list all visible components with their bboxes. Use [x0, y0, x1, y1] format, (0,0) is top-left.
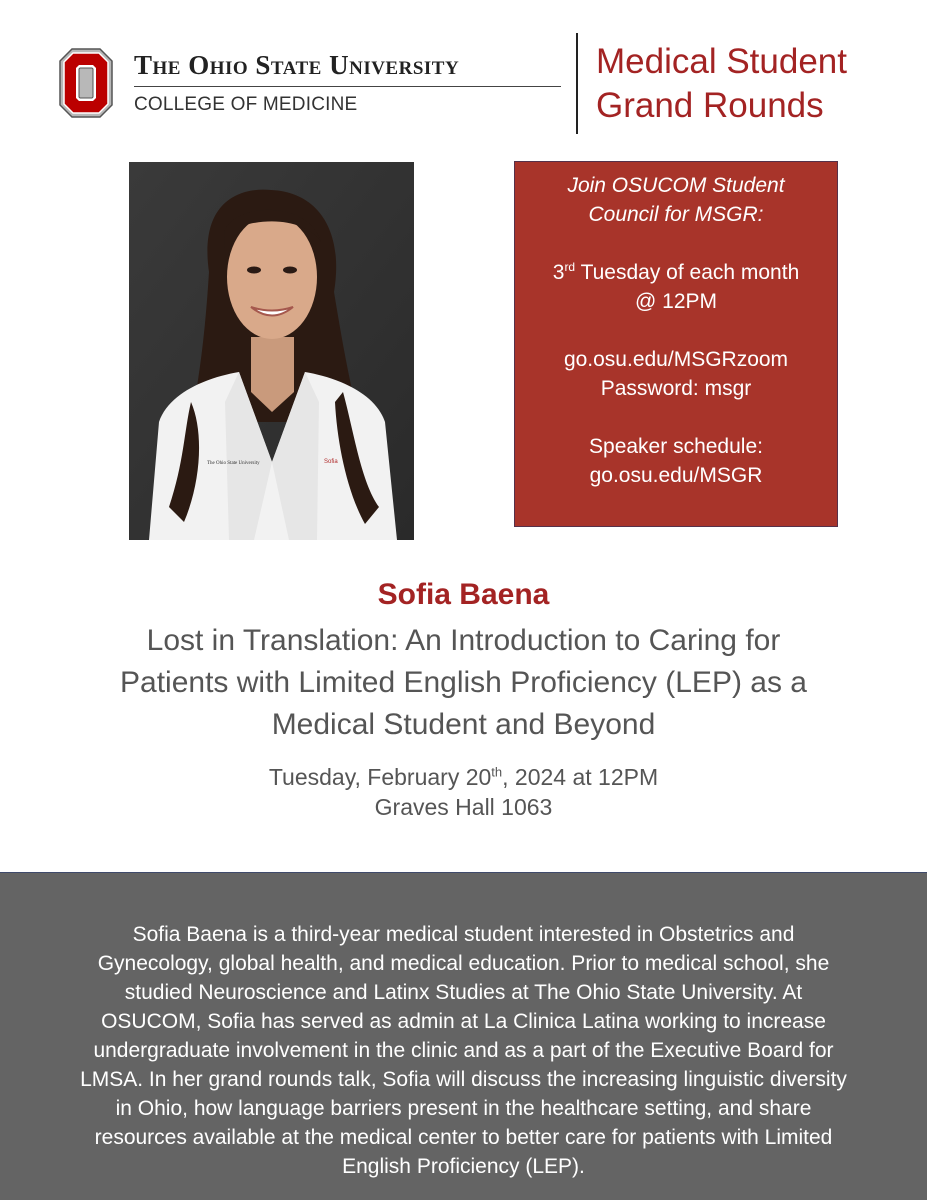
when-rest: Tuesday of each month — [575, 261, 800, 284]
schedule-label: Speaker schedule: — [589, 435, 763, 458]
talk-title-line-1: Lost in Translation: An Introduction to Caring for — [146, 624, 781, 657]
block-o-logo — [58, 47, 114, 119]
date-rest: , 2024 at 12PM — [502, 764, 659, 790]
talk-title-line-2: Patients with Limited English Proficiency (LEP) as a — [120, 666, 807, 699]
bio-text — [60, 920, 867, 1181]
talk-datetime — [0, 762, 927, 822]
bio-line: Sofia Baena is a third-year medical student interested in Obstetrics and — [132, 923, 795, 946]
info-box — [514, 161, 838, 527]
bio-line: in Ohio, how language barriers present in the healthcare setting, and share — [115, 1097, 812, 1120]
speaker-schedule — [515, 432, 837, 490]
event-title-line1: Medical Student — [596, 42, 847, 81]
when-ordinal: 3 — [552, 261, 565, 284]
join-line-2: Council for MSGR: — [588, 203, 764, 226]
talk-location: Graves Hall 1063 — [374, 794, 553, 820]
date-suffix: th — [491, 764, 503, 780]
header-divider — [576, 33, 578, 134]
talk-date — [0, 762, 927, 792]
block-o-icon — [58, 47, 114, 119]
join-text — [515, 171, 837, 229]
join-line-1: Join OSUCOM Student — [567, 174, 785, 197]
speaker-name: Sofia Baena — [377, 578, 550, 611]
zoom-link[interactable]: go.osu.edu/MSGRzoom — [563, 348, 789, 371]
university-name: The Ohio State University — [134, 50, 460, 80]
svg-text:The Ohio State University: The Ohio State University — [207, 461, 260, 466]
bio-line: studied Neuroscience and Latinx Studies at The Ohio State University. At — [124, 981, 803, 1004]
bio-panel — [0, 872, 927, 1200]
talk-title — [0, 620, 927, 746]
zoom-password: Password: msgr — [600, 377, 752, 400]
bio-line: Gynecology, global health, and medical education. Prior to medical school, she — [97, 952, 830, 975]
when-suffix: rd — [564, 260, 576, 274]
speaker-photo — [129, 162, 414, 540]
university-rule — [134, 86, 561, 87]
college-name: COLLEGE OF MEDICINE — [134, 94, 358, 115]
when-line-2: @ 12PM — [634, 290, 717, 313]
talk-title-line-3: Medical Student and Beyond — [271, 708, 656, 741]
zoom-info — [515, 345, 837, 403]
date-prefix: Tuesday, February 20 — [268, 764, 492, 790]
bio-line: undergraduate involvement in the clinic and as a part of the Executive Board for — [93, 1039, 834, 1062]
bio-line: LMSA. In her grand rounds talk, Sofia will discuss the increasing linguistic diversity — [80, 1068, 847, 1091]
coat-name-text: Sofia — [324, 459, 338, 465]
bio-line: OSUCOM, Sofia has served as admin at La Clinica Latina working to increase — [101, 1010, 826, 1033]
event-title-line2: Grand Rounds — [596, 86, 824, 125]
schedule-link[interactable]: go.osu.edu/MSGR — [589, 464, 763, 487]
when-line-1 — [515, 258, 837, 287]
bio-line: English Proficiency (LEP). — [342, 1155, 585, 1178]
bio-line: resources available at the medical center to better care for patients with Limited — [94, 1126, 833, 1149]
event-title — [596, 40, 847, 128]
schedule-when — [515, 258, 837, 316]
